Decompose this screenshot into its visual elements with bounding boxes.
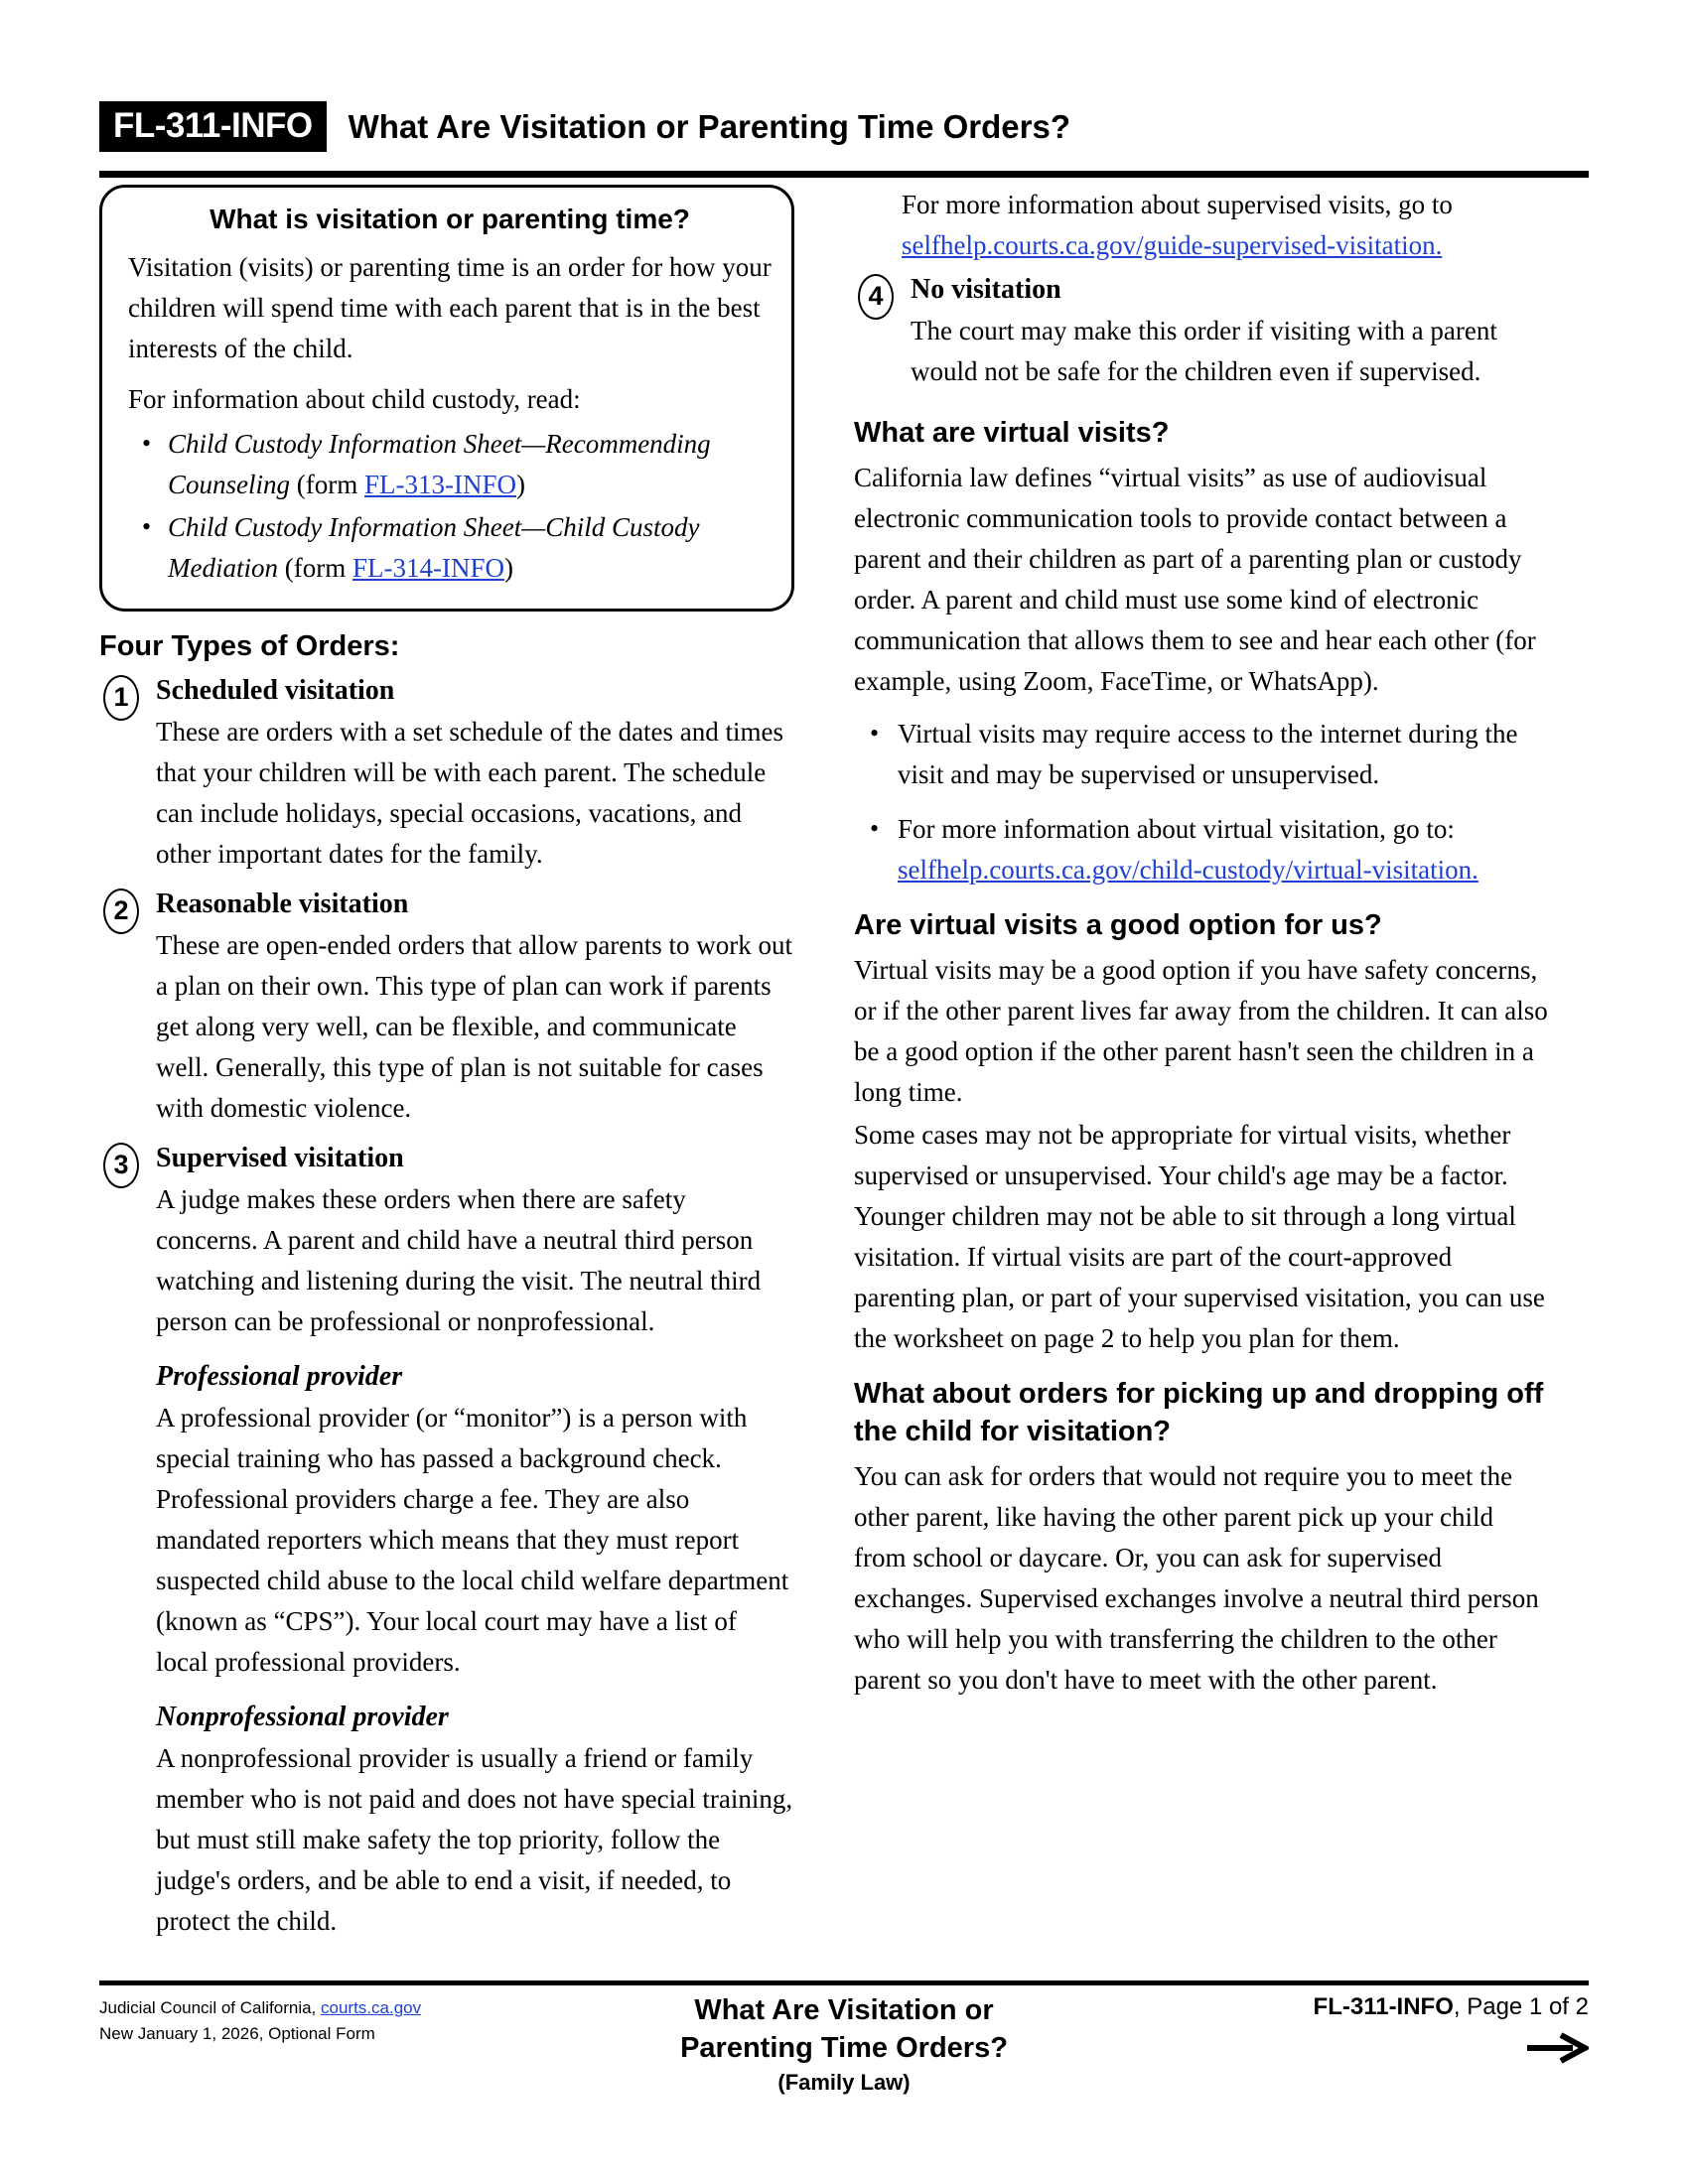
page-footer (99, 1991, 1589, 2170)
info-box-paragraph-2: For information about child custody, read: (128, 384, 581, 414)
order-title: Reasonable visitation (156, 888, 409, 919)
order-body: A judge makes these orders when there are safety concerns. A parent and child have a neutral third person watching and listening during the visit. The neutral third person can be professional or nonprofessional. (156, 1184, 762, 1336)
revision-line: New January 1, 2026, Optional Form (99, 2024, 375, 2043)
footer-divider (99, 1980, 1589, 1985)
order-body: These are orders with a set schedule of the dates and times that your children will be with each parent. The schedule can include holidays, special occasions, vacations, and other important dates for the family. (156, 717, 784, 869)
next-page-arrow-wrap (1314, 2031, 1589, 2065)
courts-ca-gov-link[interactable]: courts.ca.gov (321, 1998, 422, 2017)
nonprofessional-provider-body: A nonprofessional provider is usually a friend or family member who is not paid and does not have special training, but must still make safety the top priority, follow the judge's orders, and be able to end a visit, if needed, to protect the child. (156, 1743, 793, 1936)
order-type-4 (854, 270, 1549, 392)
info-box-title: What is visitation or parenting time? (210, 204, 690, 234)
form-title-italic: Child Custody Information Sheet—Recommending Counseling (168, 429, 711, 499)
bullet-text: Virtual visits may require access to the internet during the visit and may be supervised or unsupervised. (898, 719, 1518, 789)
supervised-visitation-link[interactable]: selfhelp.courts.ca.gov/guide-supervised-visitation. (902, 230, 1443, 260)
footer-council-info (99, 1995, 421, 2047)
good-option-heading: Are virtual visits a good option for us? (854, 909, 1382, 941)
order-title: Scheduled visitation (156, 675, 395, 706)
bullet-text: For more information about virtual visitation, go to: (898, 814, 1455, 844)
pickup-dropoff-body: You can ask for orders that would not require you to meet the other parent, like having the other parent pick up your child from school or daycare. Or, you can ask for supervised exchanges. Supervised exchanges involve a neutral third person who will help you with transferring the children to the other parent so you don't have to meet with the other parent. (854, 1461, 1539, 1695)
order-number-badge: 1 (103, 675, 139, 721)
form-number-badge: FL-311-INFO (99, 101, 327, 152)
list-item (854, 714, 1549, 795)
page-header (99, 101, 1589, 152)
footer-page-line (1314, 1993, 1589, 2021)
form-suffix: ) (503, 553, 513, 583)
professional-provider-body: A professional provider (or “monitor”) is a person with special training who has passed a background check. Professional providers charge a fee. They are also mandated reporters which means that they must report suspected child abuse to the local child welfare department (known as “CPS”). Your local court may have a list of local professional providers. (156, 1403, 789, 1677)
footer-form-number: FL-311-INFO (1313, 1993, 1454, 2020)
order-body: These are open-ended orders that allow parents to work out a plan on their own. This type of plan can work if parents get along very well, can be flexible, and communicate well. Generally, this type of plan is not suitable for cases with domestic violence. (156, 930, 793, 1123)
virtual-visits-bullets (854, 714, 1549, 890)
footer-subtitle: (Family Law) (777, 2070, 911, 2095)
four-types-heading: Four Types of Orders: (99, 630, 400, 662)
left-column (99, 185, 794, 1952)
order-body: The court may make this order if visiting with a parent would not be safe for the children even if supervised. (911, 316, 1497, 386)
right-arrow-icon (1525, 2031, 1589, 2065)
order-number-badge: 4 (858, 274, 894, 320)
form-suffix: ) (516, 470, 525, 499)
supervised-visits-info (854, 185, 1549, 266)
right-column (854, 185, 1549, 1710)
order-type-2 (99, 885, 794, 1129)
virtual-visits-body: California law defines “virtual visits” as use of audiovisual electronic communication tools to provide contact between a parent and their children as part of a parenting plan or custody order. A parent and child must use some kind of electronic communication that allows them to see and hear each other (for example, using Zoom, FaceTime, or WhatsApp). (854, 463, 1536, 696)
footer-title-line-1: What Are Visitation or (694, 1994, 994, 2026)
header-divider (99, 171, 1589, 178)
visitation-definition-box (99, 185, 794, 612)
list-item (854, 809, 1549, 890)
order-type-3 (99, 1139, 794, 1942)
info-box-paragraph-1: Visitation (visits) or parenting time is an order for how your children will spend time with each parent that is in the best interests of the child. (128, 252, 772, 363)
page-title: What Are Visitation or Parenting Time Orders? (348, 107, 1071, 145)
order-number-badge: 3 (103, 1143, 139, 1188)
order-title: No visitation (911, 274, 1061, 305)
virtual-visits-heading: What are virtual visits? (854, 417, 1170, 449)
pickup-dropoff-heading: What about orders for picking up and dropping off the child for visitation? (854, 1378, 1544, 1447)
form-link-fl-314-info[interactable]: FL-314-INFO (352, 553, 504, 583)
good-option-paragraph-1: Virtual visits may be a good option if you have safety concerns, or if the other parent lives far away from the children. It can also be a good option if the other parent hasn't seen the children in a long time. (854, 955, 1548, 1107)
form-prefix: (form (290, 470, 364, 499)
form-prefix: (form (277, 553, 352, 583)
council-prefix: Judicial Council of California, (99, 1998, 321, 2017)
footer-form-title (516, 1991, 1172, 2099)
list-item (128, 507, 772, 589)
virtual-visitation-link[interactable]: selfhelp.courts.ca.gov/child-custody/virtual-visitation. (898, 855, 1478, 885)
form-link-fl-313-info[interactable]: FL-313-INFO (364, 470, 516, 499)
footer-page-label: , Page 1 of 2 (1453, 1993, 1589, 2020)
footer-title-line-2: Parenting Time Orders? (680, 2032, 1008, 2064)
council-line (99, 1995, 421, 2021)
supervised-visits-text: For more information about supervised visits, go to (902, 190, 1453, 219)
order-number-badge: 2 (103, 888, 139, 934)
order-type-1 (99, 671, 794, 875)
footer-page-info (1314, 1993, 1589, 2065)
related-forms-list (128, 424, 772, 589)
order-title: Supervised visitation (156, 1143, 404, 1173)
form-title-italic: Child Custody Information Sheet—Child Custody Mediation (168, 512, 700, 583)
professional-provider-heading: Professional provider (156, 1361, 403, 1392)
nonprofessional-provider-heading: Nonprofessional provider (156, 1702, 449, 1732)
list-item (128, 424, 772, 505)
good-option-paragraph-2: Some cases may not be appropriate for virtual visits, whether supervised or unsupervised. Your child's age may be a factor. Younger children may not be able to sit through a long virtual visitation. If virtual visits are part of the court-approved parenting plan, or part of your supervised visitation, you can use the worksheet on page 2 to help you plan for them. (854, 1120, 1545, 1353)
